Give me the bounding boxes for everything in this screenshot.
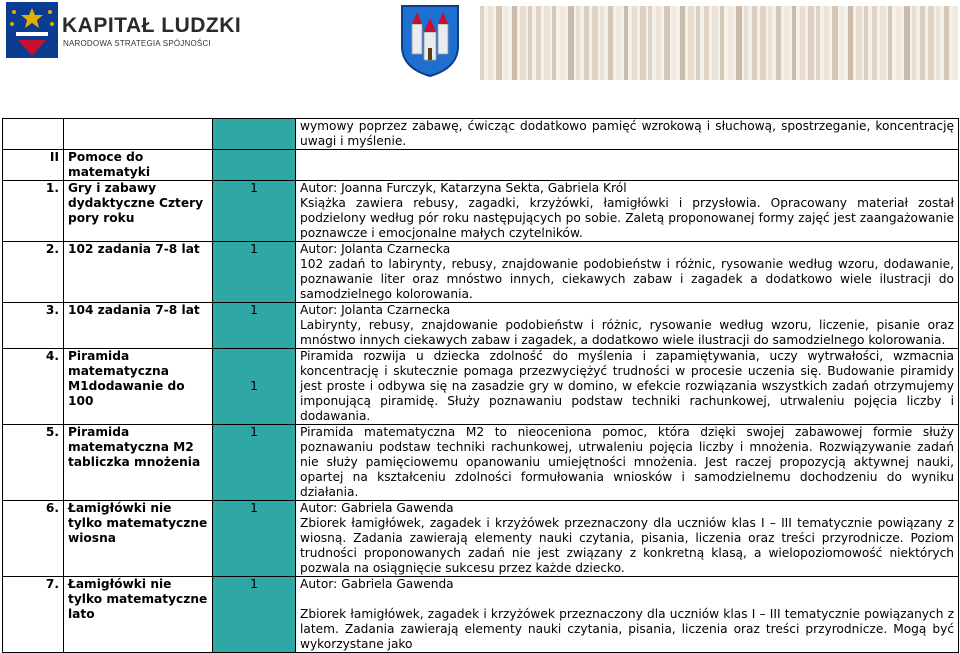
section-num: II	[3, 150, 64, 181]
section-row	[3, 150, 959, 181]
row-desc	[296, 242, 959, 303]
table-row	[3, 577, 959, 653]
row-qty: 1	[213, 501, 296, 577]
logo-title: KAPITAŁ LUDZKI	[62, 14, 242, 37]
row-num: 2.	[3, 242, 64, 303]
table-row	[3, 349, 959, 425]
row-name: Gry i zabawy dydaktyczne Cztery pory roku	[64, 181, 213, 242]
row-qty: 1	[213, 577, 296, 653]
row-name: Łamigłówki nie tylko matematyczne lato	[64, 577, 213, 653]
row-desc	[296, 181, 959, 242]
cell-qty	[213, 150, 296, 181]
row-num: 1.	[3, 181, 64, 242]
row-description: Zbiorek łamigłówek, zagadek i krzyżówek przeznaczony dla uczniów klas I – III tematycznie powiązany z wiosną. Zadania zawierają elementy nauki czytania, pisania, liczenia oraz treści przyrodnicze. Poziom trudności proponowanych zadań nie jest związany z konkretną klasą, a wielopoziomowość niektórych pozwala na osiągnięcie sukcesu przez każde dziecko.	[300, 516, 954, 575]
row-num: 5.	[3, 425, 64, 501]
table-row	[3, 303, 959, 349]
top-description: wymowy poprzez zabawę, ćwicząc dodatkowo pamięć wzrokową i słuchową, spostrzeganie, koncentrację uwagi i myślenie.	[296, 119, 959, 150]
cell-name	[64, 119, 213, 150]
table-row	[3, 181, 959, 242]
row-desc	[296, 501, 959, 577]
logo-subtitle: NARODOWA STRATEGIA SPÓJNOŚCI	[63, 39, 211, 48]
cell-qty	[213, 119, 296, 150]
row-num: 4.	[3, 349, 64, 425]
row-description: Zbiorek łamigłówek, zagadek i krzyżówek przeznaczony dla uczniów klas I – III tematycznie powiązanych z latem. Zadania zawierają elementy nauki czytania, pisania, liczenia oraz treści przyrodnicze. Mogą być wykorzystane jako	[300, 607, 954, 651]
table-row	[3, 425, 959, 501]
city-crest-icon	[398, 2, 462, 78]
row-name: 102 zadania 7-8 lat	[64, 242, 213, 303]
decorative-banner	[480, 6, 958, 80]
row-num: 6.	[3, 501, 64, 577]
row-name: Łamigłówki nie tylko matematyczne wiosna	[64, 501, 213, 577]
row-description: 102 zadań to labirynty, rebusy, znajdowanie podobieństw i różnic, rysowanie według wzoru, dodawanie, poznawanie liter oraz mnóstwo innych, ciekawych zabaw i zagadek a dodatkowo wiele ilustracji do samodzielnego kolorowania.	[300, 257, 954, 301]
row-desc	[296, 577, 959, 653]
row-qty: 1	[213, 303, 296, 349]
row-description: Książka zawiera rebusy, zagadki, krzyżówki, łamigłówki i przysłowia. Opracowany materiał został podzielony według pór roku następujących po sobie. Zaletą proponowanej formy zajęć jest zaangażowanie poznawcze i emocjonalne małych czytelników.	[300, 196, 954, 240]
row-name: Piramida matematyczna M2 tabliczka mnożenia	[64, 425, 213, 501]
row-desc	[296, 303, 959, 349]
row-num: 7.	[3, 577, 64, 653]
row-name: 104 zadania 7-8 lat	[64, 303, 213, 349]
row-author: Autor: Gabriela Gawenda	[300, 577, 454, 591]
row-num: 3.	[3, 303, 64, 349]
table-row	[3, 501, 959, 577]
row-author: Autor: Gabriela Gawenda	[300, 501, 454, 515]
row-qty: 1	[213, 349, 296, 425]
row-qty: 1	[213, 181, 296, 242]
section-title: Pomoce do matematyki	[64, 150, 213, 181]
row-description: Piramida matematyczna M2 to nieoceniona pomoc, która dzięki swojej zabawowej formie służy poznawaniu podstaw techniki rachunkowej, utrwaleniu pojęcia liczby i mnożenia. Rozwiązywanie zadań nie służy pamięciowemu opanowaniu umiejętności mnożenia. Jest raczej propozycją aktywnej nauki, opartej na kształceniu zdolności formułowania wniosków i samodzielnemu dochodzeniu do wyniku działania.	[296, 425, 959, 501]
row-qty: 1	[213, 425, 296, 501]
cell-num	[3, 119, 64, 150]
page-header	[0, 0, 960, 100]
cell-desc	[296, 150, 959, 181]
table-row	[3, 119, 959, 150]
table-row	[3, 242, 959, 303]
row-author: Autor: Joanna Furczyk, Katarzyna Sekta, Gabriela Król	[300, 181, 627, 195]
row-name: Piramida matematyczna M1dodawanie do 100	[64, 349, 213, 425]
teaching-aids-table	[2, 118, 959, 653]
row-description: Piramida rozwija u dziecka zdolność do myślenia i zapamiętywania, uczy wytrwałości, wzmacnia koncentrację i skutecznie pomaga przezwyciężyć trudności w procesie uczenia się. Budowanie piramidy jest proste i odbywa się na zasadzie gry w domino, w efekcie rozwiązania wszystkich zadań otrzymujemy imponującą piramidę. Służy poznawaniu podstaw techniki rachunkowej, utrwaleniu pojęcia liczby i dodawania.	[296, 349, 959, 425]
row-author: Autor: Jolanta Czarnecka	[300, 303, 451, 317]
row-qty: 1	[213, 242, 296, 303]
row-description: Labirynty, rebusy, znajdowanie podobieństw i różnic, rysowanie według wzoru, liczenie, pisanie oraz mnóstwo innych ciekawych zabaw i zagadek, a dodatkowo wiele ilustracji do samodzielnego kolorowania.	[300, 318, 954, 347]
row-author: Autor: Jolanta Czarnecka	[300, 242, 451, 256]
